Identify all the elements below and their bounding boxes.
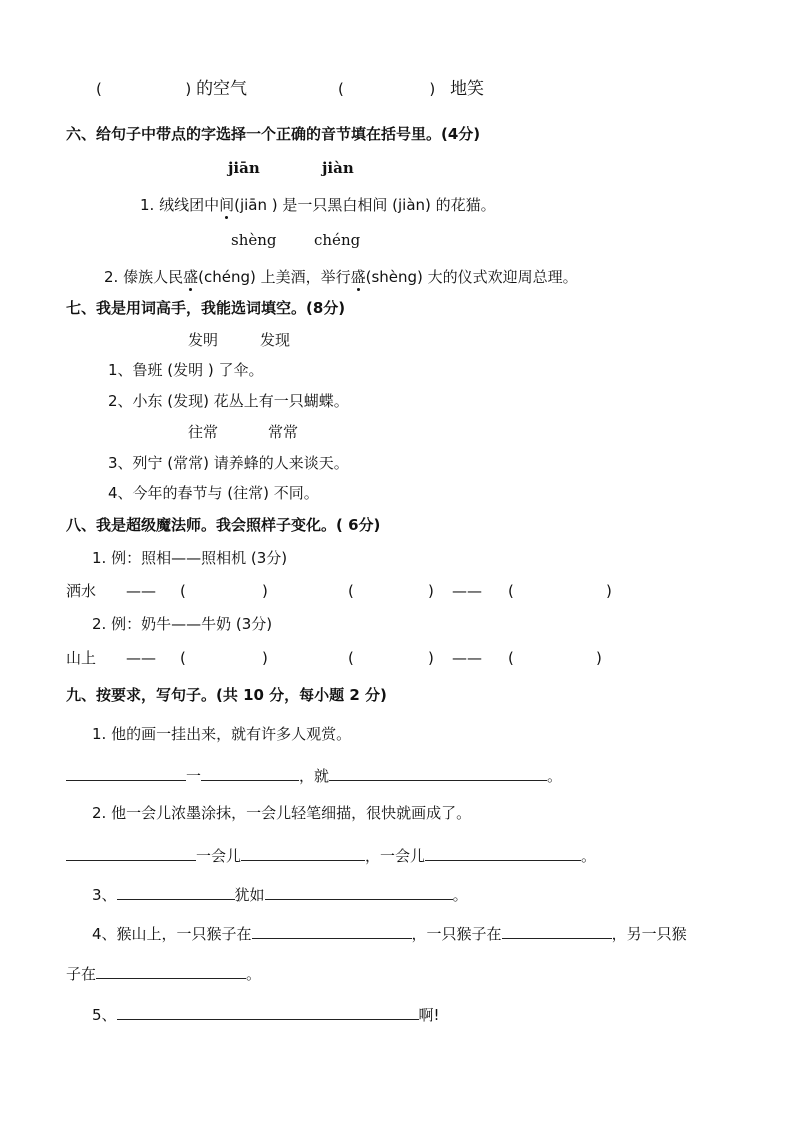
connector-text: ，就 (299, 767, 330, 785)
punctuation: 。 (581, 847, 597, 865)
question-text: 2. 他一会儿浓墨涂抹，一会儿轻笔细描，很快就画成了。 (92, 804, 472, 822)
row-word: 洒水 (66, 582, 97, 600)
sentence-text: 2. 傣族人民 (104, 268, 184, 286)
dotted-char: 盛 (183, 268, 199, 286)
paren-open: ( (508, 649, 514, 667)
blank-line[interactable] (329, 764, 547, 781)
question-4-line (92, 922, 687, 944)
phrase-text: 的空气 (196, 79, 248, 99)
paren-close: ) (428, 649, 434, 667)
paren-open: ( (338, 80, 344, 98)
paren-close: ) (429, 80, 436, 98)
punctuation: 啊! (418, 1006, 440, 1024)
paren-close: ) (428, 582, 434, 600)
dash: —— (126, 649, 156, 667)
blank-line[interactable] (66, 764, 186, 781)
blank-line[interactable] (502, 922, 612, 939)
section-8-title: 八、我是超级魔法师。我会照样子变化。( 6分) (66, 516, 381, 534)
section-6-title: 六、给句子中带点的字选择一个正确的音节填在括号里。(4分) (66, 125, 481, 143)
fill-item: 4、今年的春节与 (往常) 不同。 (108, 484, 319, 502)
blank-line[interactable] (117, 1003, 419, 1020)
connector-text: ，一会儿 (365, 847, 426, 865)
paren-close: ) (262, 649, 268, 667)
word-option: 往常 (188, 423, 219, 441)
connector-text: 一会儿 (196, 847, 242, 865)
sentence-text: (chéng) 上美酒，举行 (198, 268, 351, 286)
question-number: 3、 (92, 886, 117, 904)
dotted-char: 盛 (350, 268, 366, 286)
blank-line[interactable] (241, 844, 365, 861)
word-option: 发明 (188, 331, 219, 349)
question-number: 5、 (92, 1006, 117, 1024)
paren-close: ) (262, 582, 268, 600)
phrase-text: 地笑 (450, 79, 485, 99)
question-6-2 (104, 267, 578, 287)
punctuation: 。 (246, 965, 262, 983)
question-text: 4、猴山上，一只猴子在 (92, 925, 252, 943)
paren-close: ) (185, 80, 192, 98)
paren-open: ( (96, 80, 102, 98)
sentence-text: (jiān ) 是一只黑白相间 (jiàn) 的花猫。 (234, 196, 496, 214)
dash: —— (452, 582, 482, 600)
top-fill-row-right (338, 79, 484, 99)
question-4-line-2 (66, 962, 261, 984)
word-option: 发现 (260, 331, 291, 349)
dotted-char: 间 (219, 196, 235, 214)
section-9-title: 九、按要求，写句子。(共 10 分，每小题 2 分) (66, 686, 387, 704)
blank-line[interactable] (252, 922, 412, 939)
paren-close: ) (606, 582, 612, 600)
sentence-text: (shèng) 大的仪式欢迎周总理。 (365, 268, 578, 286)
connector-text: 一 (186, 767, 202, 785)
paren-open: ( (180, 649, 186, 667)
connector-text: 犹如 (234, 886, 265, 904)
connector-text: ，一只猴子在 (411, 925, 502, 943)
paren-open: ( (348, 649, 354, 667)
punctuation: 。 (452, 886, 468, 904)
connector-text: 子在 (66, 965, 97, 983)
fill-item: 1、鲁班 (发明 ) 了伞。 (108, 361, 264, 379)
question-3-line (92, 883, 468, 905)
top-fill-row (96, 79, 247, 99)
pinyin-option: jiàn (322, 159, 354, 177)
blank-line[interactable] (66, 844, 196, 861)
paren-open: ( (180, 582, 186, 600)
blank-line[interactable] (265, 883, 453, 900)
punctuation: 。 (547, 767, 563, 785)
dash: —— (452, 649, 482, 667)
pinyin-option: shèng (231, 231, 277, 249)
question-5-line (92, 1003, 440, 1025)
connector-text: ，另一只猴 (611, 925, 687, 943)
answer-line (66, 764, 562, 786)
blank-line[interactable] (201, 764, 299, 781)
question-text: 1. 他的画一挂出来，就有许多人观赏。 (92, 725, 352, 743)
blank-line[interactable] (425, 844, 581, 861)
paren-open: ( (348, 582, 354, 600)
row-word: 山上 (66, 649, 97, 667)
blank-line[interactable] (96, 962, 246, 979)
pinyin-option: chéng (314, 231, 361, 249)
question-6-1 (140, 195, 496, 215)
paren-open: ( (508, 582, 514, 600)
example-line: 2. 例：奶牛——牛奶 (3分) (92, 615, 273, 633)
example-line: 1. 例：照相——照相机 (3分) (92, 549, 288, 567)
word-option: 常常 (268, 423, 299, 441)
answer-row (66, 581, 96, 601)
fill-item: 3、列宁 (常常) 请养蜂的人来谈天。 (108, 454, 349, 472)
blank-line[interactable] (117, 883, 235, 900)
dash: —— (126, 582, 156, 600)
pinyin-option: jiān (228, 159, 260, 177)
section-7-title: 七、我是用词高手，我能选词填空。(8分) (66, 299, 346, 317)
sentence-text: 1. 绒线团中 (140, 196, 220, 214)
fill-item: 2、小东 (发现) 花丛上有一只蝴蝶。 (108, 392, 349, 410)
answer-line (66, 844, 596, 866)
paren-close: ) (596, 649, 602, 667)
